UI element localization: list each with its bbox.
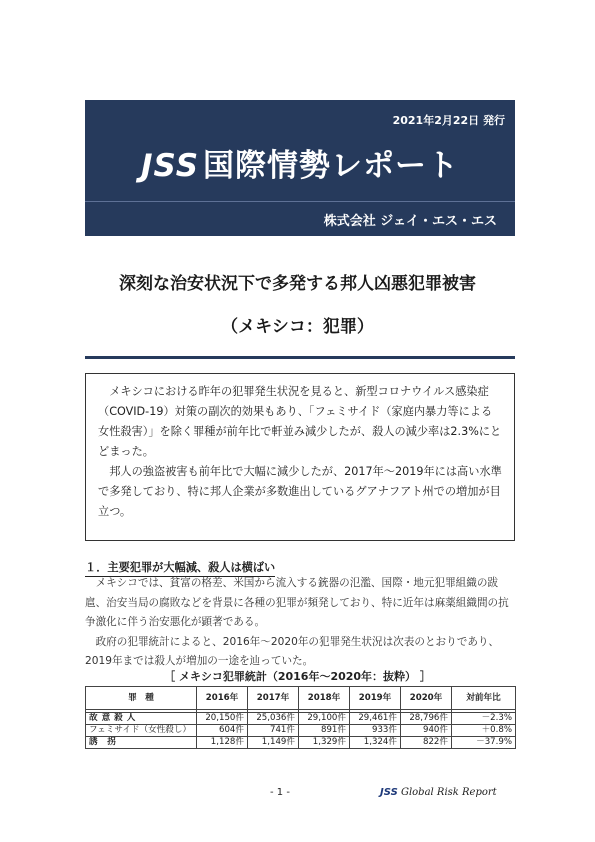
table-header-row: [86, 687, 516, 710]
column-header: 対前年比: [452, 687, 516, 710]
table-cell: －37.9%: [452, 737, 516, 749]
table-caption: ［ メキシコ犯罪統計（2016年～2020年：抜粋） ］: [164, 670, 431, 683]
table-cell: －2.3%: [452, 713, 516, 725]
table-cell: ＋0.8%: [452, 725, 516, 737]
issue-date: 2021年2月22日 発行: [392, 114, 505, 127]
body-paragraph: メキシコでは、貧富の格差、米国から流入する銃器の氾濫、国際・地元犯罪組織の跋扈、治安当局の腐敗などを背景に各種の犯罪が頻発しており、特に近年は麻薬組織間の抗争激化に伴う治安悪化が顕著である。: [85, 577, 509, 628]
table-cell: 822件: [401, 737, 452, 749]
table-cell: 故 意 殺 人: [86, 713, 197, 725]
summary-paragraph: メキシコにおける昨年の犯罪発生状況を見ると、新型コロナウイルス感染症（COVID-19）対策の副次的効果もあり、「フェミサイド（家庭内暴力等による女性殺害）」を除く罪種が前年比で軒並み減少したが、殺人の減少率は2.3%にとどまった。: [98, 385, 502, 458]
section-heading: １．主要犯罪が大幅減、殺人は横ばい: [85, 559, 275, 577]
table-cell: 20,150件: [197, 713, 248, 725]
header-divider: [85, 201, 515, 202]
table-cell: 1,324件: [350, 737, 401, 749]
report-series-title: [85, 140, 515, 185]
report-title: 深刻な治安状況下で多発する邦人凶悪犯罪被害: [119, 274, 476, 294]
column-header: 2020年: [401, 687, 452, 710]
table-cell: フェミサイド（女性殺し）: [86, 725, 197, 737]
table-cell: 1,149件: [248, 737, 299, 749]
table-cell: 1,329件: [299, 737, 350, 749]
table-cell: 28,796件: [401, 713, 452, 725]
column-header: 2017年: [248, 687, 299, 710]
brand-prefix: JSS: [140, 148, 200, 184]
footer-brand-text: Global Risk Report: [400, 787, 497, 798]
table-cell: 1,128件: [197, 737, 248, 749]
column-header: 罪 種: [86, 687, 197, 710]
table-cell: 933件: [350, 725, 401, 737]
table-row: [86, 713, 516, 725]
column-header: 2018年: [299, 687, 350, 710]
body-paragraph: 政府の犯罪統計によると、2016年～2020年の犯罪発生状況は次表のとおりであり、2019年までは殺人が増加の一途を辿っていた。: [85, 635, 500, 667]
section-body: [85, 574, 515, 672]
page-number: - 1 -: [270, 787, 290, 798]
report-subtitle: （メキシコ：犯罪）: [221, 317, 374, 337]
table-cell: 29,461件: [350, 713, 401, 725]
column-header: 2019年: [350, 687, 401, 710]
column-header: 2016年: [197, 687, 248, 710]
series-name: 国際情勢レポート: [203, 148, 460, 184]
report-header: [85, 100, 515, 236]
table-row: [86, 737, 516, 749]
table-cell: 29,100件: [299, 713, 350, 725]
table-row: [86, 725, 516, 737]
table-cell: 604件: [197, 725, 248, 737]
table-cell: 891件: [299, 725, 350, 737]
crime-stats-table: [85, 686, 516, 749]
footer-brand: [380, 787, 497, 798]
table-cell: 誘 拐: [86, 737, 197, 749]
title-divider: [85, 356, 515, 359]
table-cell: 25,036件: [248, 713, 299, 725]
company-name: 株式会社 ジェイ・エス・エス: [323, 214, 497, 229]
summary-paragraph: 邦人の強盗被害も前年比で大幅に減少したが、2017年～2019年には高い水準で多発しており、特に邦人企業が多数進出しているグアナフアト州での増加が目立つ。: [98, 465, 502, 518]
table-cell: 940件: [401, 725, 452, 737]
footer-brand-bold: JSS: [380, 787, 398, 798]
table-cell: 741件: [248, 725, 299, 737]
summary-box: [85, 373, 515, 541]
